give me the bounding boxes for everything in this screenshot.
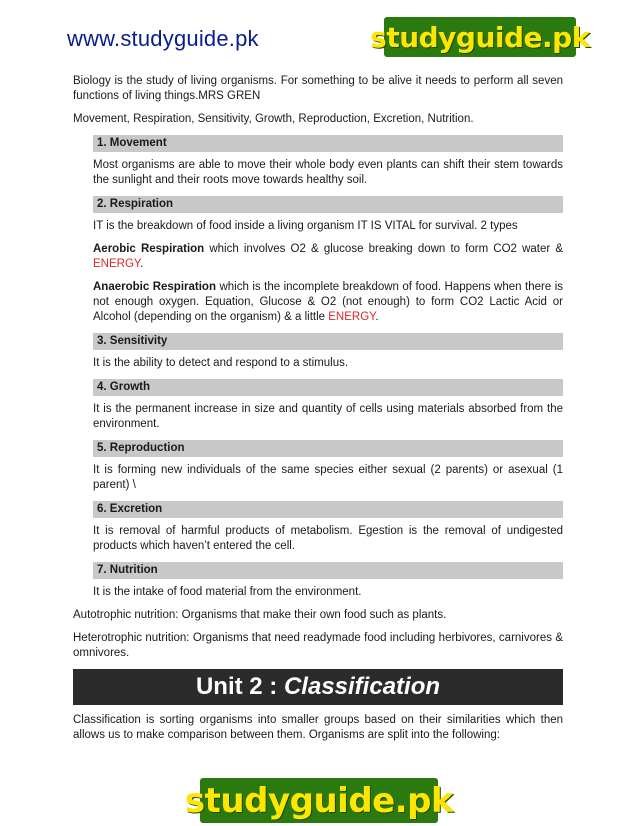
section-movement-heading: 1. Movement — [93, 135, 563, 152]
nutrition-text: It is the intake of food material from the environment. — [93, 586, 362, 598]
section-nutrition-heading: 7. Nutrition — [93, 562, 563, 579]
heterotrophic-text: Heterotrophic nutrition: Organisms that need readymade food including herbivores, carnivores & omnivores. — [73, 632, 563, 659]
anaerobic-energy: ENERGY — [328, 311, 376, 323]
logo-text: studyguide.pk — [370, 20, 590, 54]
aerobic-text: which involves O2 & glucose breaking down to form CO2 water & — [204, 243, 563, 255]
excretion-text: It is removal of harmful products of metabolism. Egestion is the removal of undigested products which haven’t entered the cell. — [93, 525, 563, 552]
intro-paragraph: Biology is the study of living organisms. For something to be alive it needs to perform all seven functions of living things.MRS GREN — [73, 75, 563, 102]
unit-prefix: Unit 2 : — [195, 673, 284, 700]
studyguide-logo-bottom — [184, 778, 454, 823]
section-growth-heading: 4. Growth — [93, 379, 563, 396]
site-url: www.studyguide.pk — [67, 26, 259, 51]
aerobic-paragraph: Aerobic Respiration which involves O2 & glucose breaking down to form CO2 water & ENERGY. — [93, 243, 563, 270]
autotrophic-text: Autotrophic nutrition: Organisms that make their own food such as plants. — [73, 609, 447, 621]
document-body — [73, 74, 563, 751]
functions-list: Movement, Respiration, Sensitivity, Growth, Reproduction, Excretion, Nutrition. — [73, 113, 474, 125]
classification-text: Classification is sorting organisms into smaller groups based on their similarities which then allows us to make comparison between them. Organisms are split into the following: — [73, 714, 563, 741]
section-excretion-heading: 6. Excretion — [93, 501, 563, 518]
section-respiration-heading: 2. Respiration — [93, 196, 563, 213]
aerobic-energy: ENERGY — [93, 258, 141, 270]
section-sensitivity-heading: 3. Sensitivity — [93, 333, 563, 350]
unit-heading-banner — [73, 669, 563, 705]
respiration-text: IT is the breakdown of food inside a living organism IT IS VITAL for survival. 2 types — [93, 220, 518, 232]
anaerobic-paragraph: Anaerobic Respiration which is the incomplete breakdown of food. Happens when there is not enough oxygen. Equation, Glucose & O2 (not enough) to form CO2 Lactic Acid or Alcohol (depending on the organism) & a little ENERGY. — [93, 281, 563, 323]
sensitivity-text: It is the ability to detect and respond to a stimulus. — [93, 357, 349, 369]
section-reproduction-heading: 5. Reproduction — [93, 440, 563, 457]
growth-text: It is the permanent increase in size and quantity of cells using materials absorbed from the environment. — [93, 403, 563, 430]
logo-text: studyguide.pk — [184, 780, 454, 821]
anaerobic-text: which is the incomplete breakdown of food. Happens when there is not enough oxygen. Equation, Glucose & O2 (not enough) to form CO2 Lactic Acid or Alcohol (depending on the organism) & a little — [93, 281, 563, 323]
studyguide-logo-top — [370, 17, 590, 57]
anaerobic-label: Anaerobic Respiration — [93, 281, 216, 293]
aerobic-label: Aerobic Respiration — [93, 243, 205, 255]
movement-text: Most organisms are able to move their whole body even plants can shift their stem towards the sunlight and their roots move towards healthy soil. — [93, 159, 563, 186]
unit-title: Classification — [283, 673, 441, 700]
reproduction-text: It is forming new individuals of the same species either sexual (2 parents) or asexual (1 parent) \ — [93, 464, 563, 491]
